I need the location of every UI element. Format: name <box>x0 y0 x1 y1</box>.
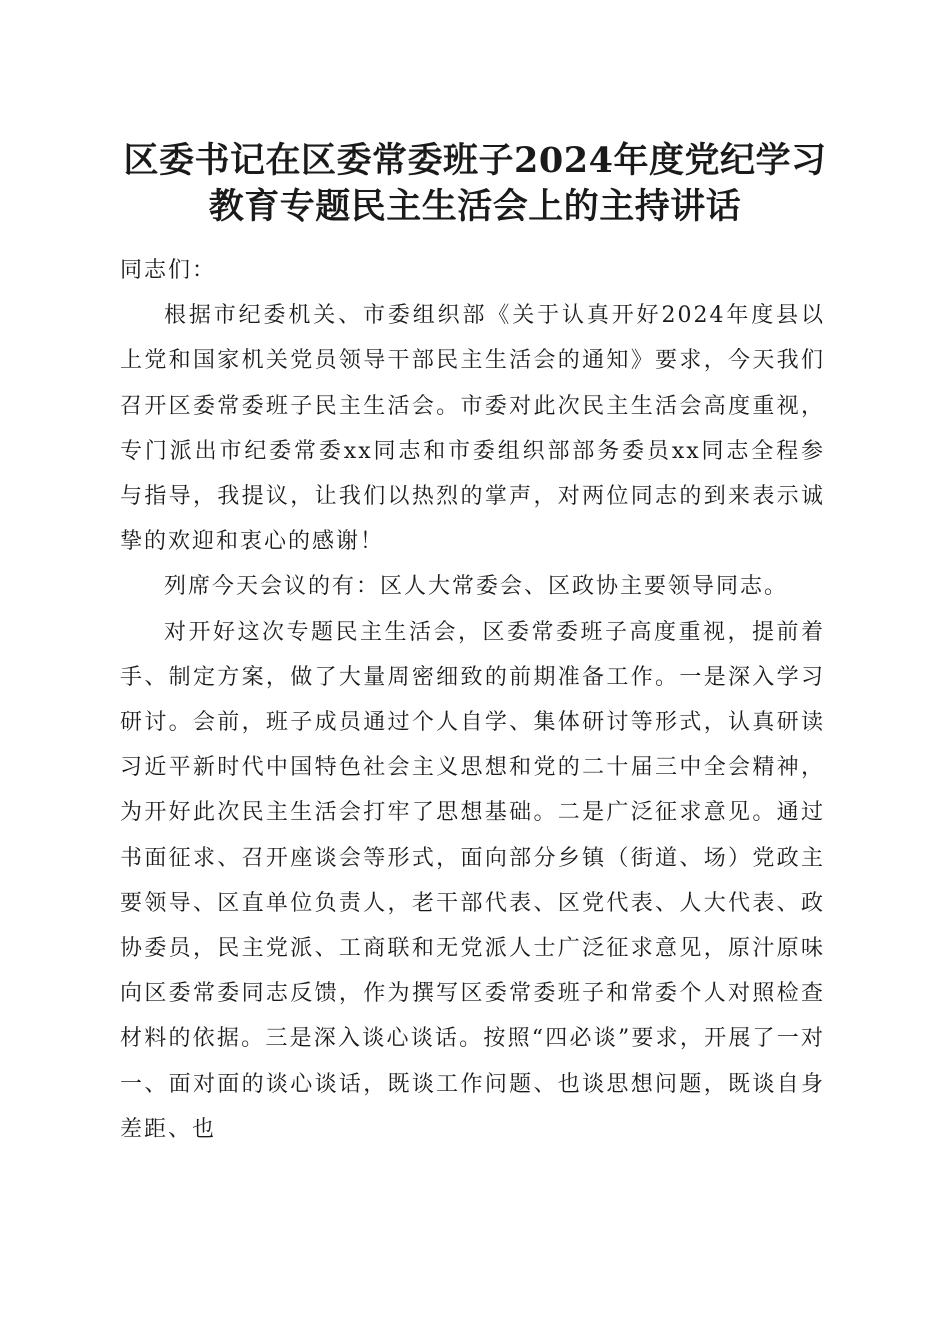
salutation: 同志们： <box>120 258 217 283</box>
paragraph-1: 根据市纪委机关、市委组织部《关于认真开好2024年度县以上党和国家机关党员领导干部民主生活会的通知》要求，今天我们召开区委常委班子民主生活会。市委对此次民主生活会高度重视，专门派出市纪委常委xx同志和市委组织部部务委员xx同志全程参与指导，我提议，让我们以热烈的掌声，对两位同志的到来表示诚挚的欢迎和衷心的感谢！ <box>120 303 825 555</box>
document-title-line-2: 教育专题民主生活会上的主持讲话 <box>208 186 742 227</box>
paragraph-3: 对开好这次专题民主生活会，区委常委班子高度重视，提前着手、制定方案，做了大量周密细致的前期准备工作。一是深入学习研讨。会前，班子成员通过个人自学、集体研讨等形式，认真研读习近平新时代中国特色社会主义思想和党的二十届三中全会精神，为开好此次民主生活会打牢了思想基础。二是广泛征求意见。通过书面征求、召开座谈会等形式，面向部分乡镇（街道、场）党政主要领导、区直单位负责人，老干部代表、区党代表、人大代表、政协委员，民主党派、工商联和无党派人士广泛征求意见，原汁原味向区委常委同志反馈，作为撰写区委常委班子和常委个人对照检查材料的依据。三是深入谈心谈话。按照“四必谈”要求，开展了一对一、面对面的谈心谈话，既谈工作问题、也谈思想问题，既谈自身差距、也 <box>120 619 825 1142</box>
paragraph-2: 列席今天会议的有：区人大常委会、区政协主要领导同志。 <box>164 574 789 600</box>
document-body <box>120 248 825 1152</box>
document-title-line-1: 区委书记在区委常委班子2024年度党纪学习 <box>123 140 827 181</box>
